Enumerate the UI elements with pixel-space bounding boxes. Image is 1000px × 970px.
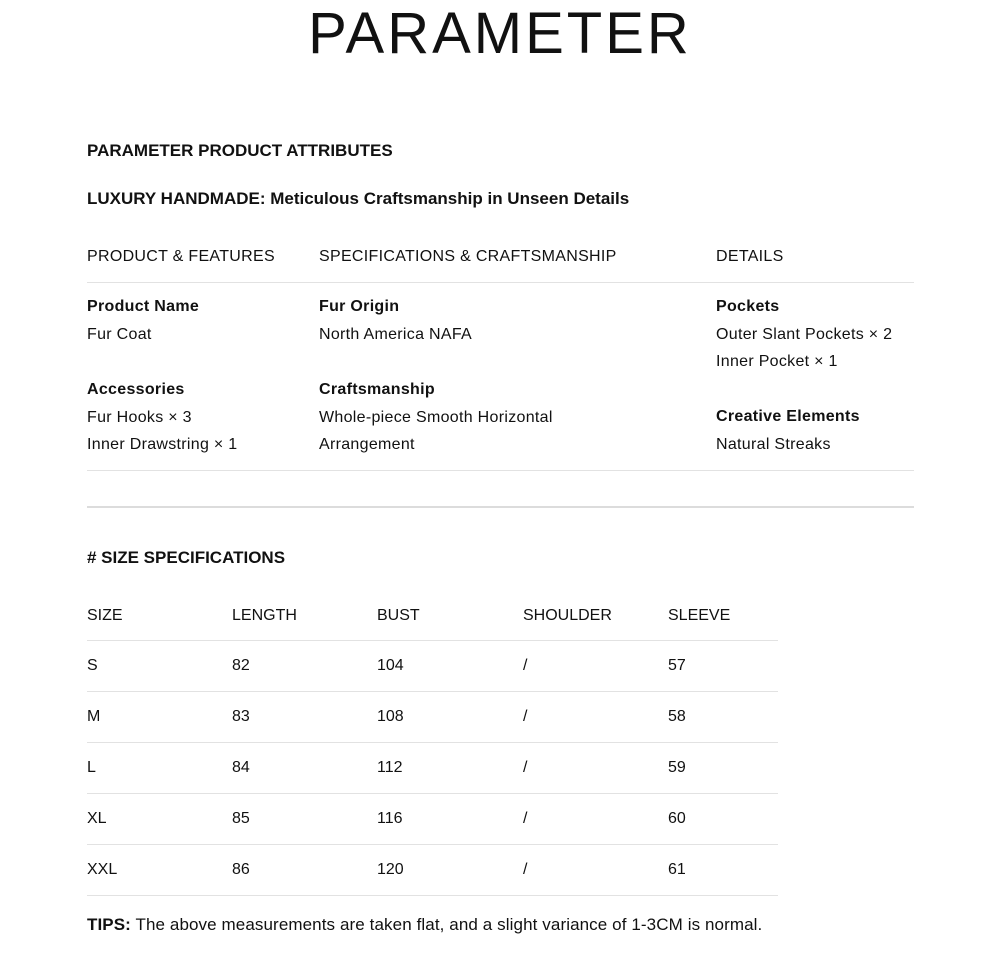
table-row xyxy=(87,641,778,692)
cell-length: 82 xyxy=(232,641,377,692)
cell-length: 84 xyxy=(232,743,377,794)
attribute-value: Inner Pocket × 1 xyxy=(716,353,838,370)
cell-sleeve: 61 xyxy=(668,845,778,896)
section-divider xyxy=(87,506,914,508)
attribute-label: Creative Elements xyxy=(716,408,860,425)
page-title: PARAMETER xyxy=(308,1,692,66)
attribute-value: Whole-piece Smooth Horizontal xyxy=(319,408,553,426)
table-row xyxy=(87,743,778,794)
cell-sleeve: 58 xyxy=(668,692,778,743)
attributes-subheading: LUXURY HANDMADE: Meticulous Craftsmanship in Unseen Details xyxy=(87,189,630,208)
cell-length: 86 xyxy=(232,845,377,896)
attribute-creative-elements xyxy=(716,403,860,458)
cell-shoulder: / xyxy=(523,641,668,692)
column-header-details: DETAILS xyxy=(716,248,784,265)
attribute-label: Product Name xyxy=(87,298,200,315)
attribute-value: Arrangement xyxy=(319,436,415,453)
column-header-product-features: PRODUCT & FEATURES xyxy=(87,248,275,265)
attribute-label: Accessories xyxy=(87,381,185,398)
table-row xyxy=(87,692,778,743)
size-specs-heading: # SIZE SPECIFICATIONS xyxy=(87,548,286,567)
size-table xyxy=(87,592,778,896)
cell-bust: 112 xyxy=(377,743,523,794)
attribute-value: Fur Coat xyxy=(87,325,152,343)
cell-shoulder: / xyxy=(523,692,668,743)
column-header-specifications: SPECIFICATIONS & CRAFTSMANSHIP xyxy=(319,248,617,265)
table-header-row xyxy=(87,592,778,641)
table-row xyxy=(87,794,778,845)
cell-size: XXL xyxy=(87,845,232,896)
attribute-pockets xyxy=(716,293,892,376)
cell-bust: 120 xyxy=(377,845,523,896)
attribute-accessories xyxy=(87,376,238,459)
cell-bust: 108 xyxy=(377,692,523,743)
attribute-value: Outer Slant Pockets × 2 xyxy=(716,325,893,343)
cell-length: 83 xyxy=(232,692,377,743)
cell-sleeve: 60 xyxy=(668,794,778,845)
attribute-label: Craftsmanship xyxy=(319,381,435,398)
attribute-fur-origin xyxy=(319,293,472,348)
cell-size: M xyxy=(87,692,232,743)
cell-bust: 116 xyxy=(377,794,523,845)
cell-bust: 104 xyxy=(377,641,523,692)
cell-size: S xyxy=(87,641,232,692)
cell-shoulder: / xyxy=(523,794,668,845)
table-row xyxy=(87,845,778,896)
attribute-label: Pockets xyxy=(716,298,780,315)
column-header-sleeve: SLEEVE xyxy=(668,592,778,641)
attribute-value: Inner Drawstring × 1 xyxy=(87,436,238,453)
column-header-shoulder: SHOULDER xyxy=(523,592,668,641)
cell-length: 85 xyxy=(232,794,377,845)
cell-sleeve: 57 xyxy=(668,641,778,692)
tips-label: TIPS: xyxy=(87,915,131,934)
column-header-length: LENGTH xyxy=(232,592,377,641)
tips-text: The above measurements are taken flat, and a slight variance of 1-3CM is normal. xyxy=(130,915,763,934)
attribute-craftsmanship xyxy=(319,376,553,459)
cell-shoulder: / xyxy=(523,743,668,794)
cell-sleeve: 59 xyxy=(668,743,778,794)
attribute-value: Fur Hooks × 3 xyxy=(87,408,192,426)
divider xyxy=(87,470,914,471)
cell-size: L xyxy=(87,743,232,794)
column-header-bust: BUST xyxy=(377,592,523,641)
attribute-value: Natural Streaks xyxy=(716,435,831,453)
attribute-label: Fur Origin xyxy=(319,298,400,315)
attributes-heading: PARAMETER PRODUCT ATTRIBUTES xyxy=(87,141,393,160)
attribute-value: North America NAFA xyxy=(319,325,473,343)
cell-size: XL xyxy=(87,794,232,845)
divider xyxy=(87,282,914,283)
attribute-product-name xyxy=(87,293,199,348)
cell-shoulder: / xyxy=(523,845,668,896)
tips-note xyxy=(87,915,762,935)
column-header-size: SIZE xyxy=(87,592,232,641)
